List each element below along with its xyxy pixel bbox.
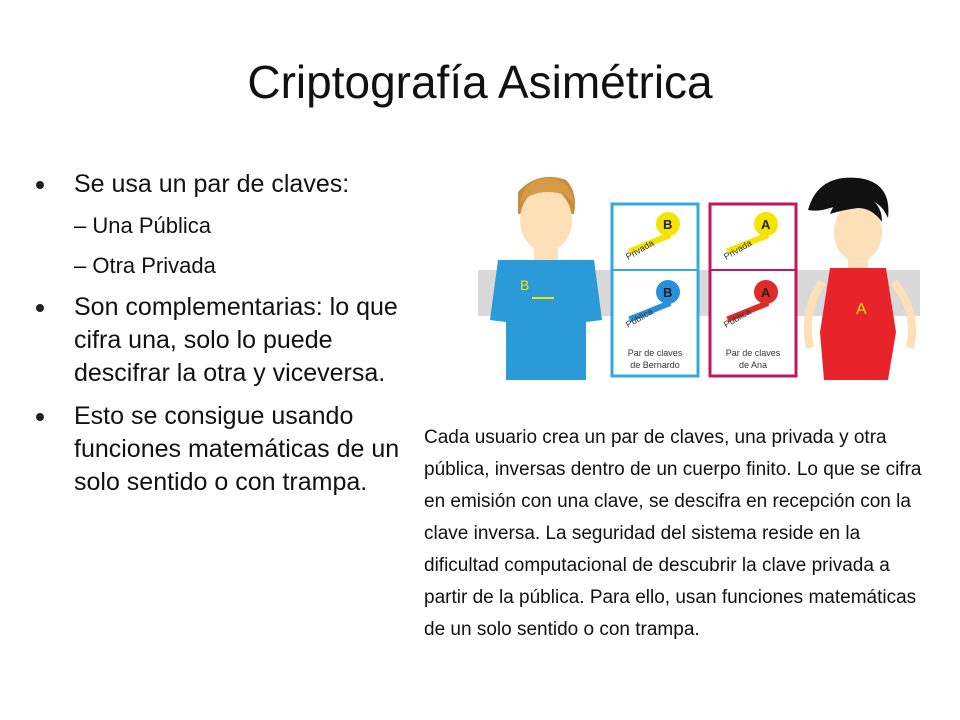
private-key-label: Privada xyxy=(722,237,754,262)
public-key-label: Pública xyxy=(624,306,655,330)
bullet-item xyxy=(34,168,404,201)
bullet-item xyxy=(34,400,404,499)
public-key-label: Pública xyxy=(722,306,753,330)
bullet-text: Se usa un par de claves: xyxy=(74,170,350,198)
box-caption: de Ana xyxy=(738,360,768,370)
bullet-dot-icon xyxy=(36,413,44,421)
key-letter: B xyxy=(663,285,673,300)
box-caption: Par de claves xyxy=(725,348,781,358)
shirt-mark: B xyxy=(520,277,530,293)
bullet-list xyxy=(34,168,404,509)
key-letter: A xyxy=(761,217,771,232)
caption-text: Cada usuario crea un par de claves, una privada y otra pública, inversas dentro de un cuerpo finito. Lo que se cifra en emisión con una clave, se descifra en recepción con la clave inversa. La seguridad del sistema reside en la dificultad computacional de descubrir la clave privada a partir de la pública. Para ello, usan funciones matemáticas de un solo sentido o con trampa. xyxy=(424,427,922,640)
key-pairs-illustration xyxy=(478,152,920,380)
ana-key-box xyxy=(710,204,796,376)
private-key-label: Privada xyxy=(624,237,656,262)
bullet-dot-icon xyxy=(36,304,44,312)
sub-bullet-item: – Una Pública xyxy=(74,213,211,238)
bullet-dot-icon xyxy=(36,181,44,189)
sub-bullet-item: – Otra Privada xyxy=(74,253,216,278)
key-letter: B xyxy=(663,217,673,232)
bernardo-key-box xyxy=(612,204,698,376)
bullet-item xyxy=(34,291,404,390)
box-caption: Par de claves xyxy=(627,348,683,358)
dress-mark: A xyxy=(856,301,867,318)
person-bernardo-icon xyxy=(490,177,602,380)
key-letter: A xyxy=(761,285,771,300)
slide-title: Criptografía Asimétrica xyxy=(247,56,713,108)
bullet-text: Esto se consigue usando funciones matemáticas de un solo sentido o con trampa. xyxy=(74,402,400,496)
box-caption: de Bernardo xyxy=(630,360,680,370)
bullet-text: Son complementarias: lo que cifra una, solo lo puede descifrar la otra y viceversa. xyxy=(74,293,398,387)
